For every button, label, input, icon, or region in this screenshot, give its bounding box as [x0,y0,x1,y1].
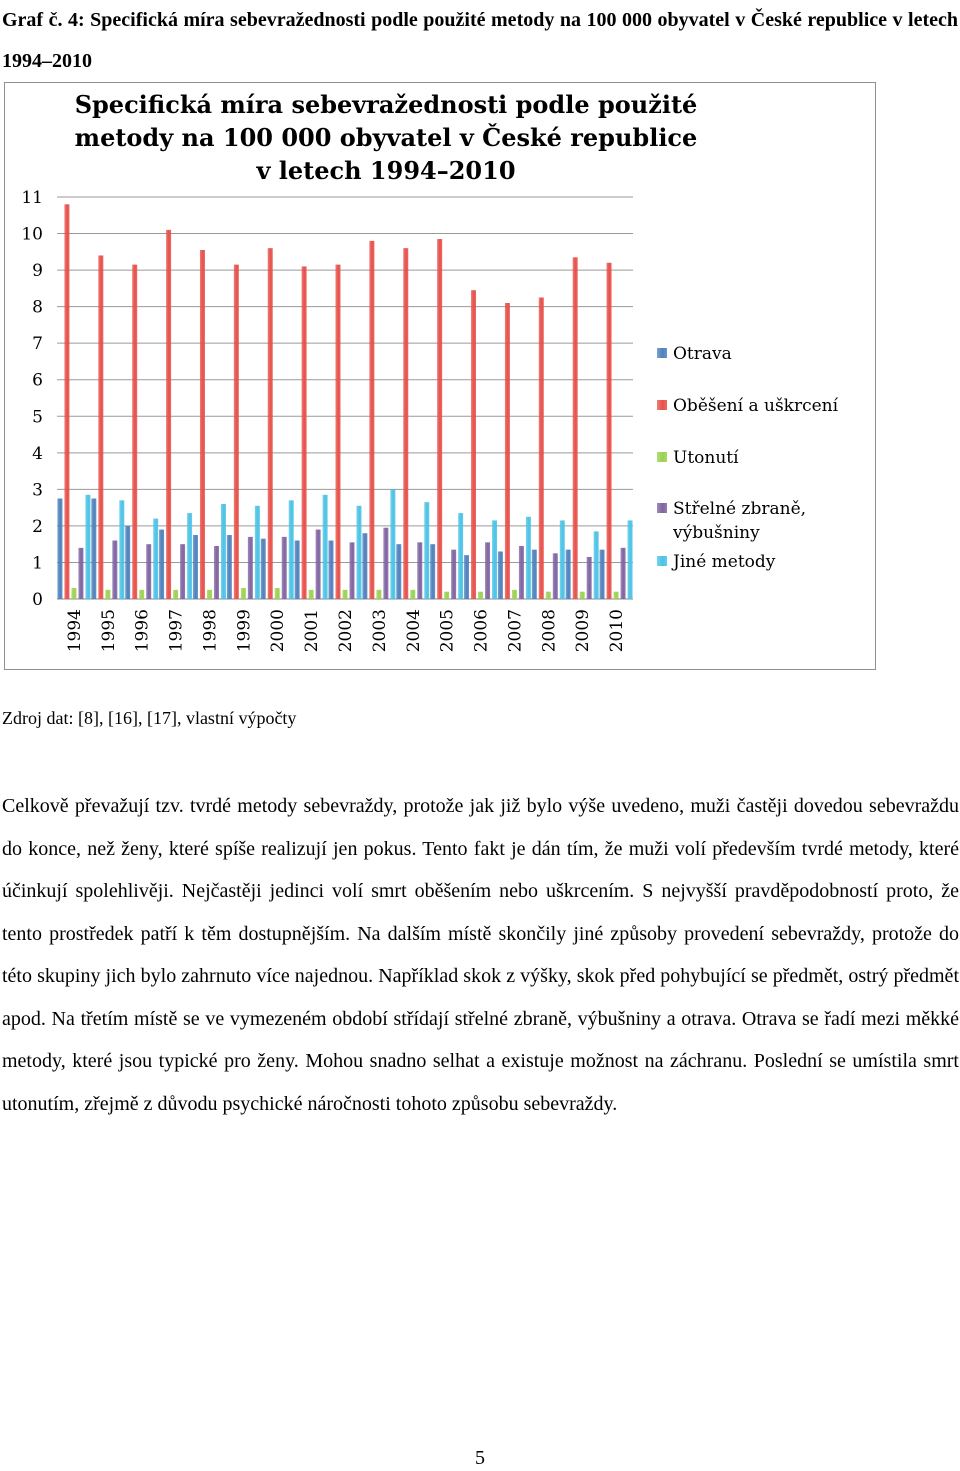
legend-swatch [657,503,667,513]
chart-title-line: Specifická míra sebevražednosti podle použité [74,90,698,119]
bar-1994-1 [64,204,69,599]
bar-1994-4 [85,495,90,599]
bar-1999-1 [234,265,239,599]
x-tick-label: 2001 [302,609,323,653]
data-source-note: Zdroj dat: [8], [16], [17], vlastní výpočty [2,708,297,728]
bar-2005-0 [430,544,435,599]
x-tick-label: 2003 [369,609,390,653]
bar-2000-0 [261,539,266,599]
bar-2001-1 [302,266,307,599]
bar-1997-0 [159,530,164,599]
bar-2003-1 [369,241,374,599]
bar-2010-3 [621,548,626,599]
x-tick-label: 2002 [336,609,356,653]
legend-label: Oběšení a uškrcení [673,396,839,416]
bar-1996-0 [125,526,130,599]
y-tick-label: 1 [32,553,43,574]
x-tick-label: 1995 [98,609,119,653]
bar-2007-1 [505,303,510,599]
bar-2006-2 [478,592,483,599]
bar-2000-4 [289,500,294,599]
bar-1998-0 [193,535,198,599]
bar-2005-2 [444,592,449,599]
bar-2009-1 [573,257,578,599]
bar-2010-1 [607,263,612,599]
bar-2009-2 [580,592,585,599]
bar-2000-1 [268,248,273,599]
y-tick-label: 2 [32,516,43,537]
legend-swatch [657,556,667,566]
y-tick-label: 3 [32,480,43,501]
x-tick-label: 2005 [437,609,458,653]
figure-caption: Graf č. 4: Specifická míra sebevražednosti podle použité metody na 100 000 obyvatel v České republice v letech 1994–2010 [2,9,958,72]
legend-label: Střelné zbraně, [673,499,807,519]
bar-2004-4 [424,502,429,599]
bar-2007-2 [512,590,517,599]
bar-2003-0 [362,533,367,599]
x-tick-label: 1996 [132,609,153,653]
bar-2001-2 [309,590,314,599]
bar-2002-3 [350,542,355,599]
bar-2002-2 [343,590,348,599]
x-tick-label: 2008 [539,609,560,653]
legend-swatch [657,452,667,462]
bar-2010-4 [628,520,633,599]
legend-label: Utonutí [673,448,739,468]
y-tick-label: 5 [32,407,43,428]
bar-1995-1 [98,255,103,599]
bar-1998-4 [221,504,226,599]
bar-2003-3 [383,528,388,599]
page-number: 5 [475,1447,485,1469]
bar-2004-1 [403,248,408,599]
bar-2006-4 [492,520,497,599]
bar-2008-4 [560,520,565,599]
bar-2009-3 [587,557,592,599]
bar-2002-4 [357,506,362,599]
x-tick-label: 1997 [166,609,187,653]
x-tick-label: 2009 [573,609,594,653]
x-tick-label: 2000 [268,609,289,653]
chart-title-line: metody na 100 000 obyvatel v České republice [74,123,698,152]
bar-2004-3 [417,542,422,599]
x-tick-label: 2010 [607,609,628,653]
chart-title [75,90,698,185]
bar-1996-3 [146,544,151,599]
bar-1995-2 [105,590,110,599]
bar-1996-1 [132,265,137,599]
bar-2008-0 [532,550,537,599]
bar-2005-1 [437,239,442,599]
bar-1999-2 [241,588,246,599]
bar-2006-0 [464,555,469,599]
chart-title-line: v letech 1994–2010 [256,156,516,185]
bar-2003-4 [390,489,395,599]
bar-2002-1 [336,265,341,599]
bar-1995-3 [112,541,117,599]
bar-1996-4 [153,519,158,599]
bar-1994-3 [78,548,83,599]
bar-2006-1 [471,290,476,599]
bar-1998-1 [200,250,205,599]
y-tick-label: 0 [32,590,43,610]
bar-2004-2 [410,590,415,599]
bar-1994-2 [71,588,76,599]
chart-bars [57,204,632,599]
x-tick-label: 2004 [403,609,424,653]
y-tick-label: 8 [32,297,43,318]
y-tick-label: 9 [32,261,43,282]
bar-1996-2 [139,590,144,599]
bar-1998-2 [207,590,212,599]
bar-2004-0 [396,544,401,599]
x-tick-label: 2007 [505,609,526,653]
y-tick-label: 10 [21,224,43,245]
bar-1997-2 [173,590,178,599]
bar-2007-4 [526,517,531,599]
legend-label: Jiné metody [673,552,776,572]
bar-2002-0 [329,541,334,599]
legend-swatch [657,400,667,410]
bar-1995-0 [91,499,96,600]
x-tick-label: 1994 [64,609,85,653]
chart [4,82,876,670]
y-axis-ticks [21,188,43,610]
legend-label: výbušniny [673,523,760,543]
bar-1994-0 [57,499,62,600]
bar-1995-4 [119,500,124,599]
bar-1997-3 [180,544,185,599]
bar-2008-1 [539,298,544,600]
legend-swatch [657,348,667,358]
body-paragraph: Celkově převažují tzv. tvrdé metody sebevraždy, protože jak již bylo výše uvedeno, muži častěji dovedou sebevraždu do konce, než ženy, které spíše realizují jen pokus. Tento fakt je dán tím, že muži volí především tvrdé metody, které účinkují spolehlivěji. Nejčastěji jedinci volí smrt oběšením nebo uškrcením. S nejvyšší pravděpodobností proto, že tento prostředek patří k těm dostupnějším. Na dalším místě skončily jiné způsoby provedení sebevraždy, protože do této skupiny jich bylo zahrnuto více najednou. Například skok z výšky, skok před pohybující se předmět, ostrý předmět apod. Na třetím místě se ve vymezeném období střídají střelné zbraně, výbušniny a otrava. Otrava se řadí mezi měkké metody, které jsou typické pro ženy. Mohou snadno selhat a existuje možnost na záchranu. Poslední se umístila smrt utonutím, zřejmě z důvodu psychické náročnosti tohoto způsobu sebevraždy. [2,795,959,1115]
bar-2009-4 [594,531,599,599]
bar-2001-4 [323,495,328,599]
bar-2008-3 [553,553,558,599]
y-tick-label: 6 [32,370,43,391]
bar-1997-4 [187,513,192,599]
bar-2009-0 [566,550,571,599]
chart-svg [5,83,877,671]
legend-label: Otrava [673,344,732,364]
bar-2000-2 [275,588,280,599]
bar-1997-1 [166,230,171,599]
chart-gridlines [57,197,633,599]
bar-2001-3 [316,530,321,599]
x-tick-label: 2006 [471,609,492,653]
bar-2010-2 [614,592,619,599]
y-tick-label: 7 [32,334,43,355]
x-tick-label: 1998 [200,609,221,653]
bar-2005-3 [451,550,456,599]
bar-1998-3 [214,546,219,599]
bar-2000-3 [282,537,287,599]
bar-1999-0 [227,535,232,599]
chart-legend [657,344,839,572]
x-tick-label: 1999 [234,609,255,653]
bar-2010-0 [600,550,605,599]
x-axis-ticks [65,609,627,652]
bar-2001-0 [295,541,300,599]
bar-2007-3 [519,546,524,599]
bar-2007-0 [498,551,503,599]
bar-2003-2 [376,590,381,599]
bar-1999-4 [255,506,260,599]
bar-2006-3 [485,542,490,599]
y-tick-label: 11 [21,188,43,208]
y-tick-label: 4 [32,443,43,464]
bar-1999-3 [248,537,253,599]
bar-2005-4 [458,513,463,599]
bar-2008-2 [546,592,551,599]
